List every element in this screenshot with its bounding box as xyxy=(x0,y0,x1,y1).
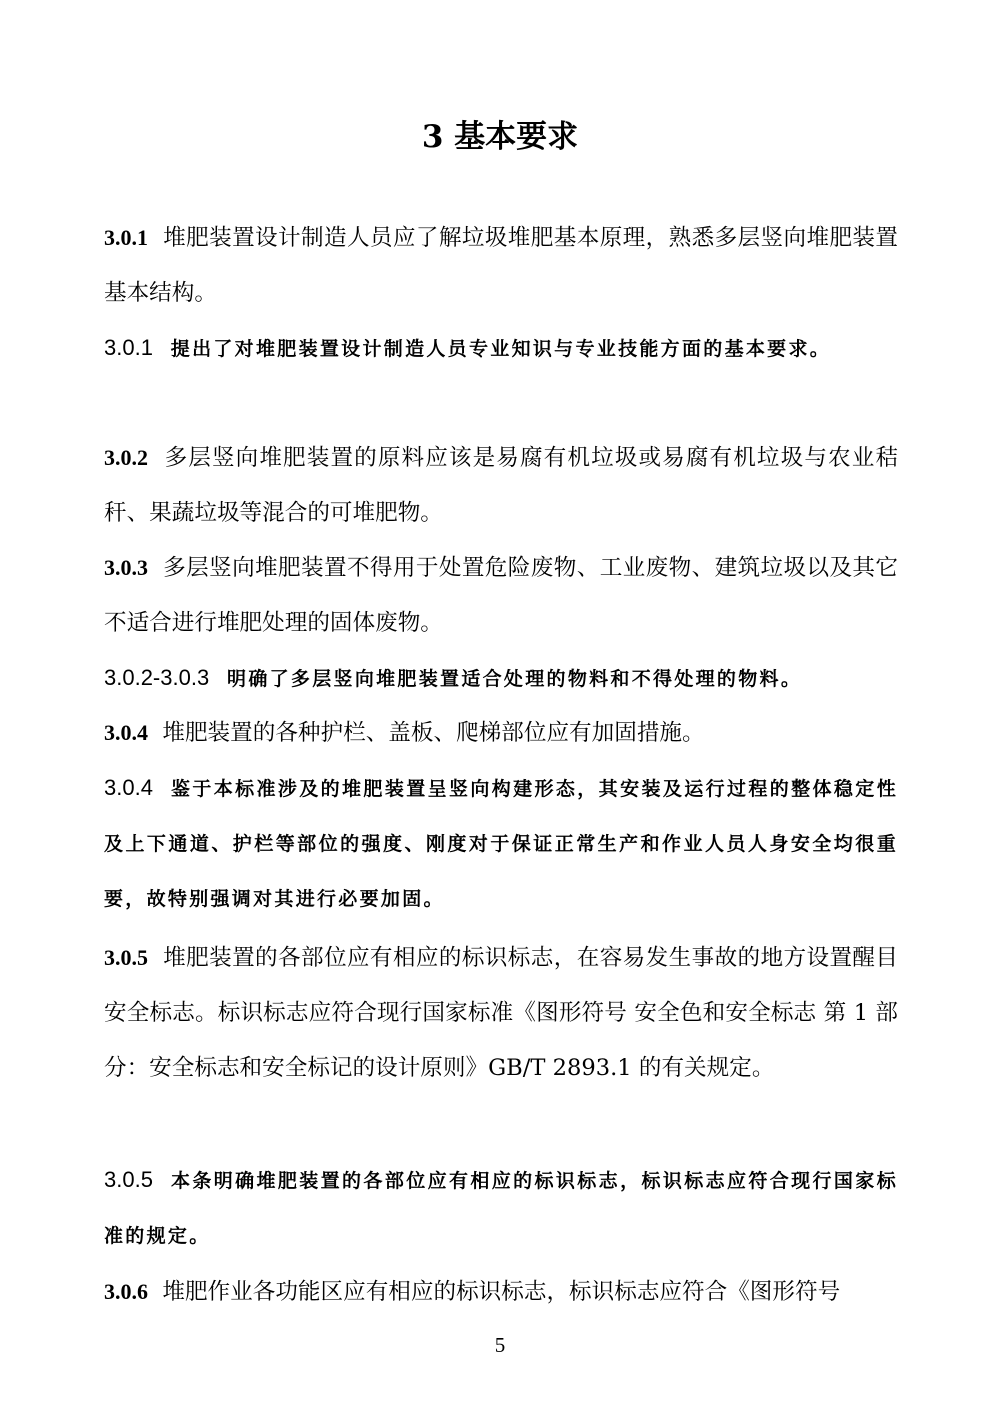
explanation-3-0-1 xyxy=(104,320,898,377)
explanation-3-0-5 xyxy=(104,1152,898,1264)
clause-text: 多层竖向堆肥装置不得用于处置危险废物、工业废物、建筑垃圾以及其它不适合进行堆肥处理的固体废物。 xyxy=(104,555,898,636)
page-number: 5 xyxy=(494,1333,506,1357)
section-title: 3 基本要求 xyxy=(421,119,579,155)
clause-number: 3.0.5 xyxy=(104,945,148,970)
clause-text: 堆肥作业各功能区应有相应的标识标志，标识标志应符合《图形符号 xyxy=(162,1279,841,1305)
explanation-text: 提出了对堆肥装置设计制造人员专业知识与专业技能方面的基本要求。 xyxy=(170,338,832,360)
explanation-number: 3.0.4 xyxy=(104,775,153,800)
explanation-text: 明确了多层竖向堆肥装置适合处理的物料和不得处理的物料。 xyxy=(227,668,803,690)
explanation-number: 3.0.5 xyxy=(104,1167,153,1192)
clause-3-0-6 xyxy=(104,1264,898,1320)
clause-3-0-1 xyxy=(104,210,898,321)
clause-number: 3.0.4 xyxy=(104,720,148,745)
clause-3-0-4 xyxy=(104,705,898,761)
explanation-3-0-2-3-0-3 xyxy=(104,650,898,707)
explanation-text: 本条明确堆肥装置的各部位应有相应的标识标志，标识标志应符合现行国家标准的规定。 xyxy=(104,1170,898,1247)
clause-number: 3.0.3 xyxy=(104,555,148,580)
explanation-number: 3.0.1 xyxy=(104,335,153,360)
clause-text: 多层竖向堆肥装置的原料应该是易腐有机垃圾或易腐有机垃圾与农业秸秆、果蔬垃圾等混合的可堆肥物。 xyxy=(104,445,899,526)
clause-number: 3.0.2 xyxy=(104,445,148,470)
clause-3-0-3 xyxy=(104,540,898,651)
explanation-text: 鉴于本标准涉及的堆肥装置呈竖向构建形态，其安装及运行过程的整体稳定性及上下通道、护栏等部位的强度、刚度对于保证正常生产和作业人员人身安全均很重要，故特别强调对其进行必要加固。 xyxy=(104,778,898,910)
clause-text: 堆肥装置的各种护栏、盖板、爬梯部位应有加固措施。 xyxy=(162,720,705,746)
clause-number: 3.0.6 xyxy=(104,1279,148,1304)
clause-3-0-2 xyxy=(104,430,898,541)
explanation-number: 3.0.2-3.0.3 xyxy=(104,665,210,690)
explanation-3-0-4 xyxy=(104,760,898,927)
clause-text: 堆肥装置设计制造人员应了解垃圾堆肥基本原理，熟悉多层竖向堆肥装置基本结构。 xyxy=(104,225,898,306)
clause-text: 堆肥装置的各部位应有相应的标识标志，在容易发生事故的地方设置醒目安全标志。标识标志应符合现行国家标准《图形符号 安全色和安全标志 第 1 部分：安全标志和安全标记的设计原则》GB/T 2893.1 的有关规定。 xyxy=(104,945,898,1081)
clause-3-0-5 xyxy=(104,930,898,1096)
clause-number: 3.0.1 xyxy=(104,225,148,250)
